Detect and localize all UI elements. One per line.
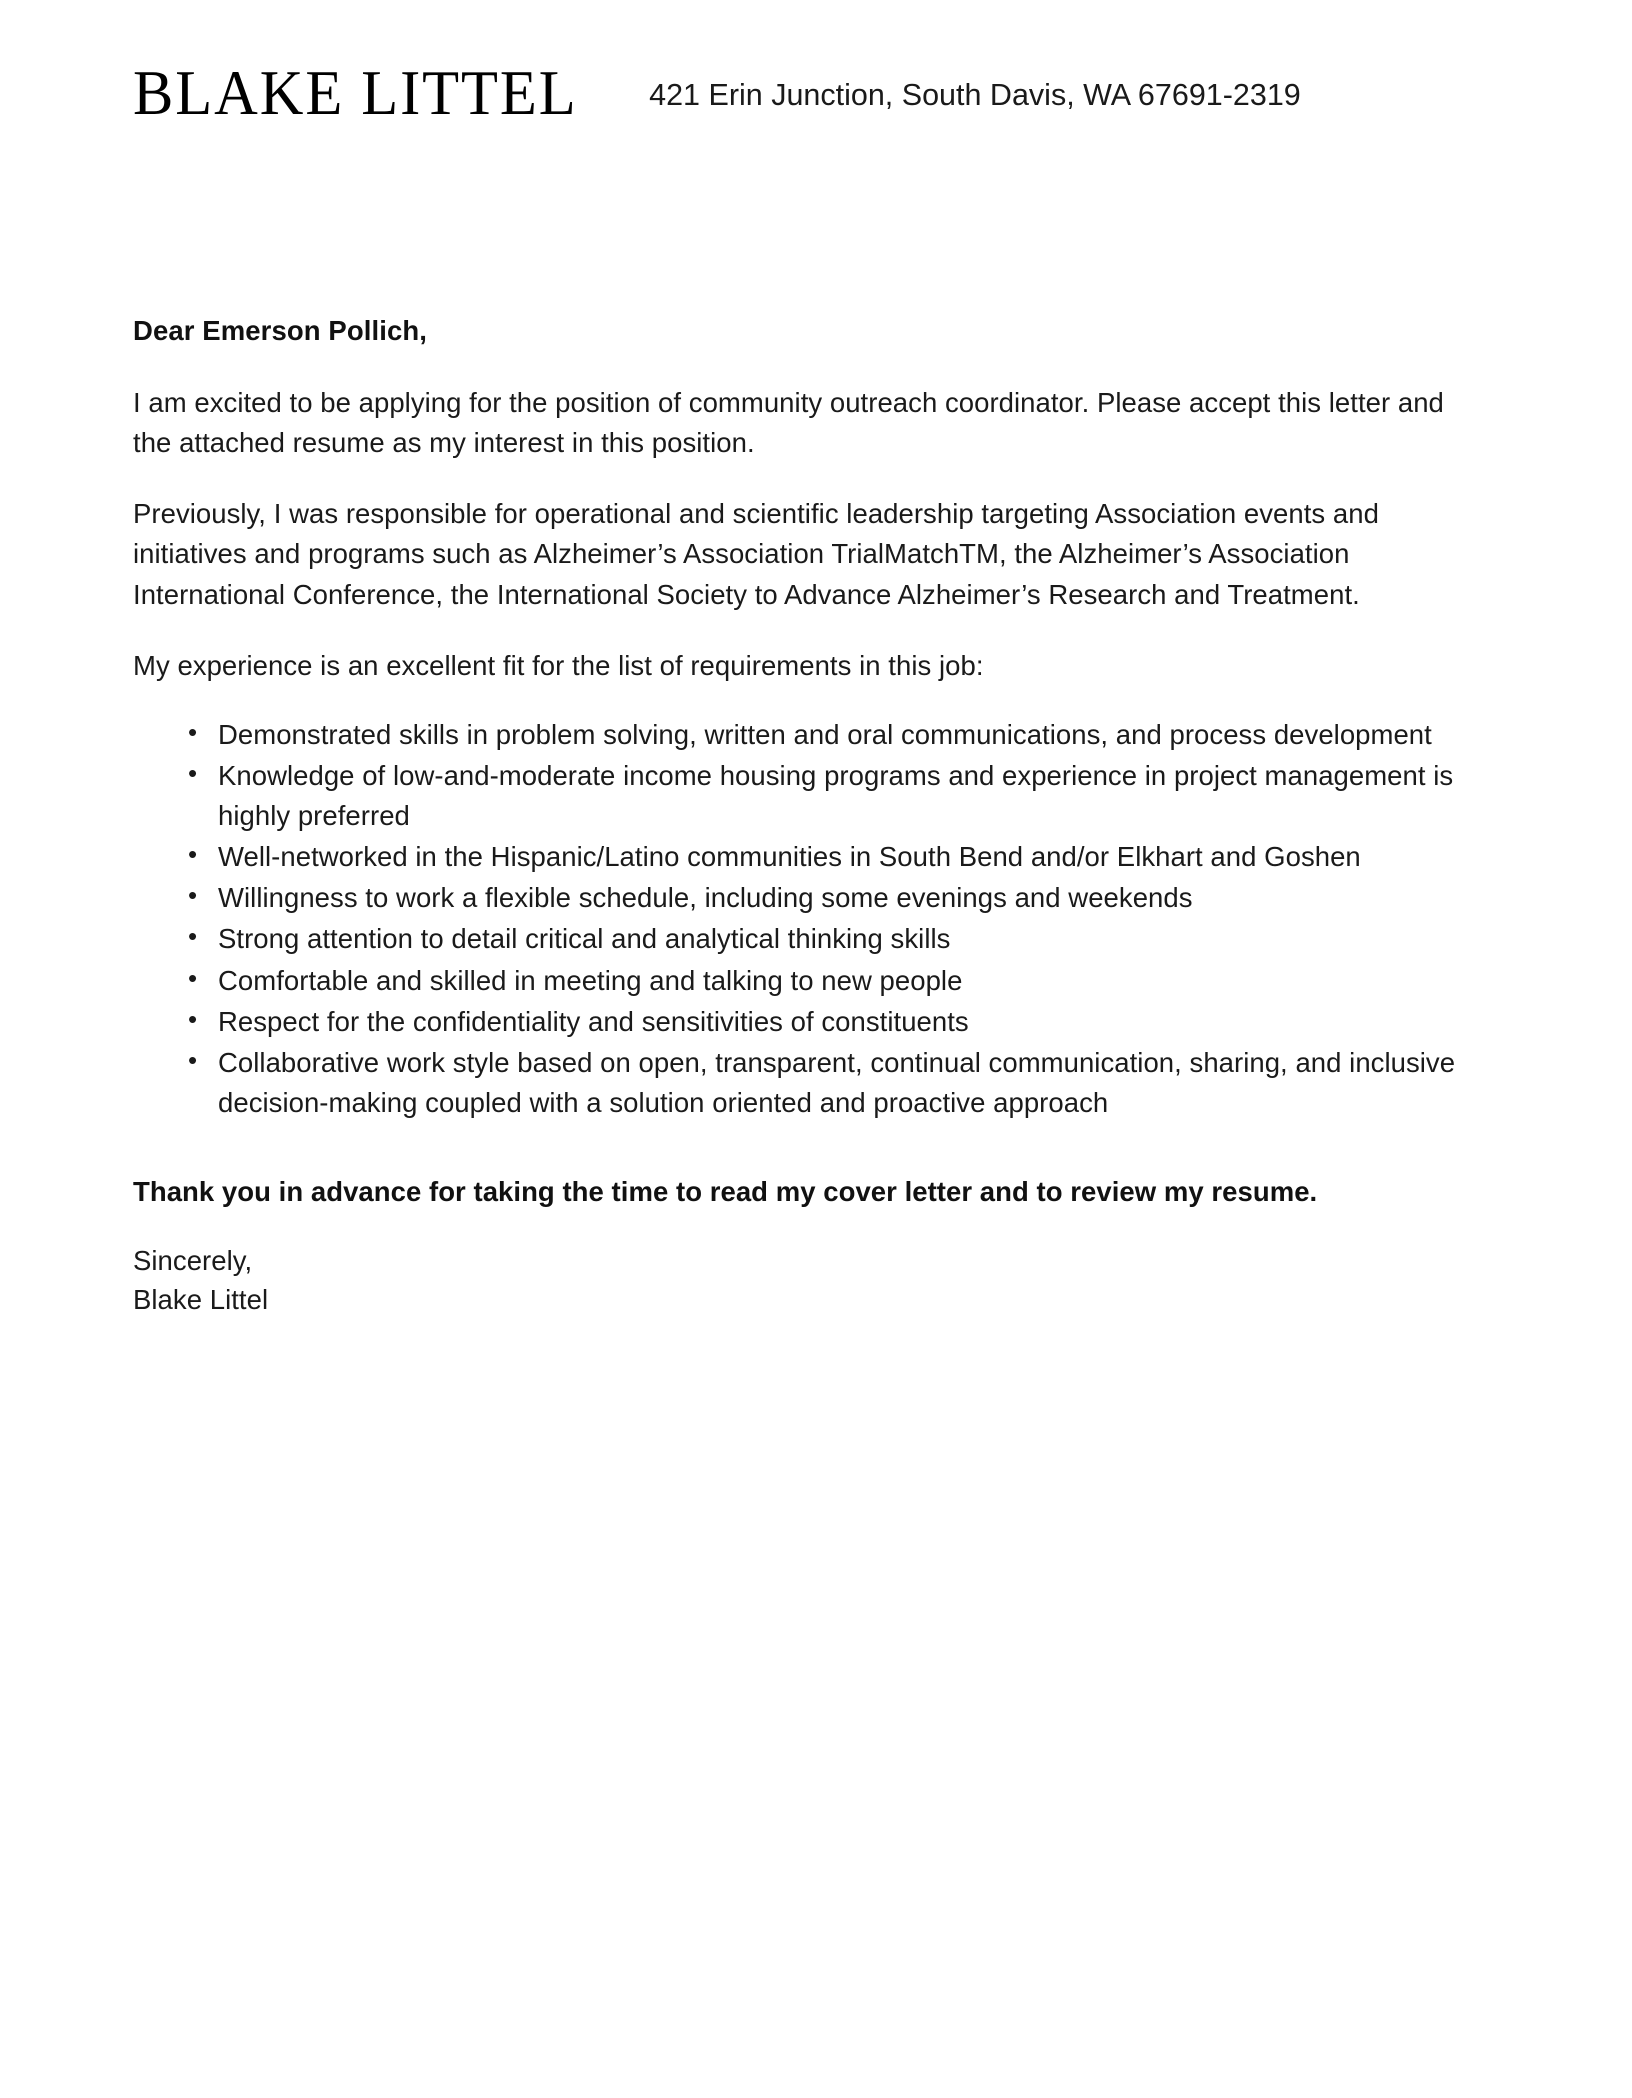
paragraph-experience: Previously, I was responsible for operational and scientific leadership targeting Association events and initiatives and programs such as Alzheimer’s Association TrialMatchTM, the Alzheimer’s Association International Conference, the International Society to Advance Alzheimer’s Research and Treatment. (133, 498, 1379, 610)
list-item: • Demonstrated skills in problem solving, written and oral communications, and process development (188, 715, 1483, 755)
paragraph-intro: I am excited to be applying for the position of community outreach coordinator. Please accept this letter and the attached resume as my interest in this position. (133, 386, 1444, 459)
applicant-name-heading: BLAKE LITTEL (133, 58, 578, 128)
list-item: • Comfortable and skilled in meeting and talking to new people (188, 961, 1483, 1001)
list-item: • Well-networked in the Hispanic/Latino communities in South Bend and/or Elkhart and Goshen (188, 837, 1483, 877)
letterhead (133, 58, 1499, 128)
requirements-list (133, 715, 1483, 1123)
applicant-address: 421 Erin Junction, South Davis, WA 67691-2319 (649, 78, 1301, 112)
signoff-block (133, 1241, 1483, 1319)
salutation: Dear Emerson Pollich, (133, 315, 428, 346)
closing-statement: Thank you in advance for taking the time to read my cover letter and to review my resume. (133, 1176, 1318, 1208)
letter-body (133, 312, 1483, 1319)
list-item: • Respect for the confidentiality and sensitivities of constituents (188, 1002, 1483, 1042)
list-item: • Strong attention to detail critical and analytical thinking skills (188, 919, 1483, 959)
list-item: • Collaborative work style based on open, transparent, continual communication, sharing, and inclusive decision-making coupled with a solution oriented and proactive approach (188, 1043, 1483, 1123)
list-item: • Knowledge of low-and-moderate income housing programs and experience in project management is highly preferred (188, 756, 1483, 836)
list-item: • Willingness to work a flexible schedule, including some evenings and weekends (188, 878, 1483, 918)
paragraph-requirements-lead: My experience is an excellent fit for the list of requirements in this job: (133, 649, 984, 681)
signoff-name: Blake Littel (133, 1284, 269, 1316)
signoff-salutation: Sincerely, (133, 1245, 253, 1277)
